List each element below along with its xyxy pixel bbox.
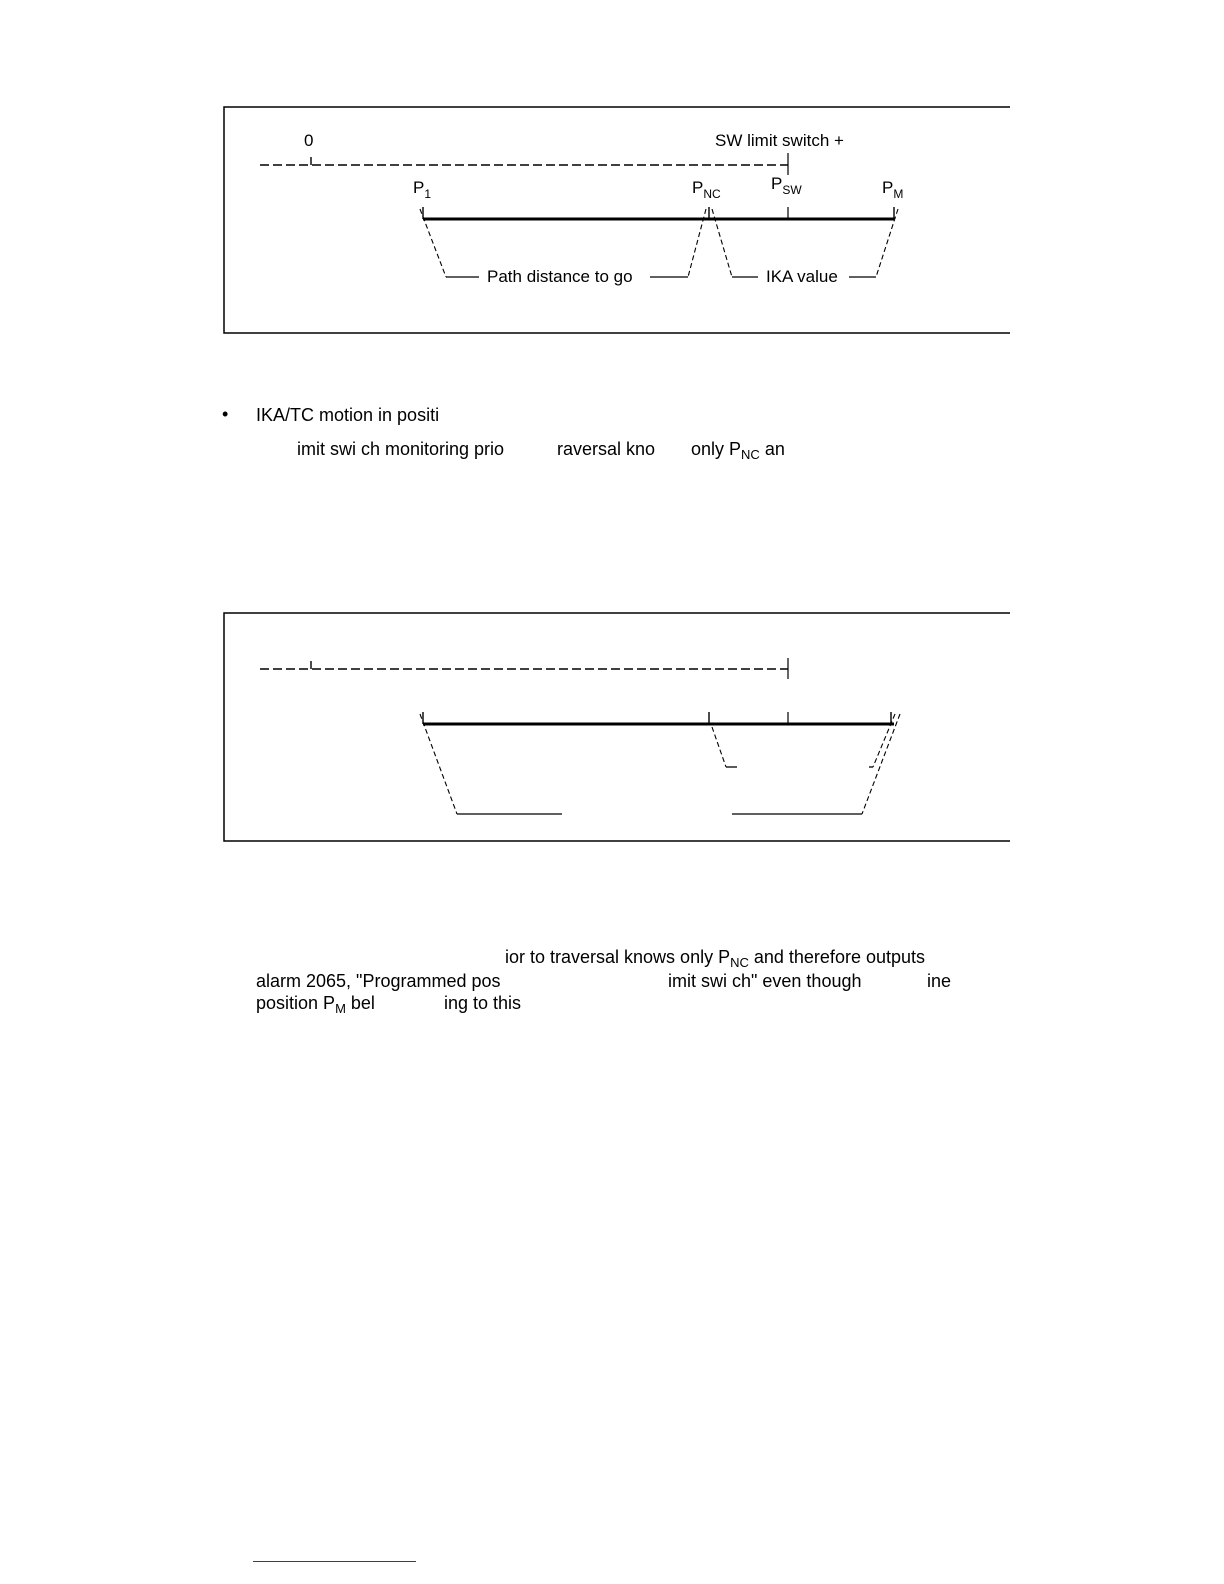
paragraph-2-line-2c: ine <box>927 971 952 991</box>
bullet-line-2a: imit swi ch monitoring prio <box>297 439 505 459</box>
figure-1-label-psw: $P_{SW}$ <box>771 174 802 197</box>
bullet-line-1: IKA/TC motion in positi <box>256 405 440 425</box>
paragraph-2-line-2b: imit swi ch" even though <box>668 971 862 991</box>
paragraph-2-line-3a: position $P_M$ bel <box>256 993 375 1016</box>
figure-2-bracket-lines <box>457 767 873 814</box>
paragraph-2-line-1: ior to traversal knows only $P_{NC}$ and therefore outputs <box>505 947 925 970</box>
paragraph-2-line-2a: alarm 2065, "Programmed pos <box>256 971 501 991</box>
bullet-line-2c: only $P_{NC}$ an <box>691 439 785 462</box>
figure-1-label-ika-value: IKA value <box>766 267 838 286</box>
figure-1-label-pm: $P_M$ <box>882 178 904 201</box>
bullet-line-2b: raversal kno <box>557 439 656 459</box>
figure-1-label-zero: 0 <box>304 131 314 150</box>
footer-link[interactable] <box>253 1561 416 1562</box>
figure-2-svg <box>0 600 1224 850</box>
figure-1-label-pnc: $P_{NC}$ <box>692 178 721 201</box>
figure-1-label-path-distance: Path distance to go <box>487 267 633 286</box>
figure-ika-diagram-2 <box>0 600 1224 850</box>
figure-1-label-p1: $P_1$ <box>413 178 432 201</box>
figure-2-frame <box>224 613 1010 841</box>
figure-2-dashed-brackets <box>420 714 900 814</box>
figure-1-svg <box>0 0 1224 345</box>
figure-ika-diagram-1 <box>0 0 1224 345</box>
paragraph-2-line-3b: ing to this <box>444 993 522 1013</box>
figure-1-label-sw-limit: SW limit switch + <box>715 131 844 150</box>
bullet-symbol: • <box>222 404 229 424</box>
